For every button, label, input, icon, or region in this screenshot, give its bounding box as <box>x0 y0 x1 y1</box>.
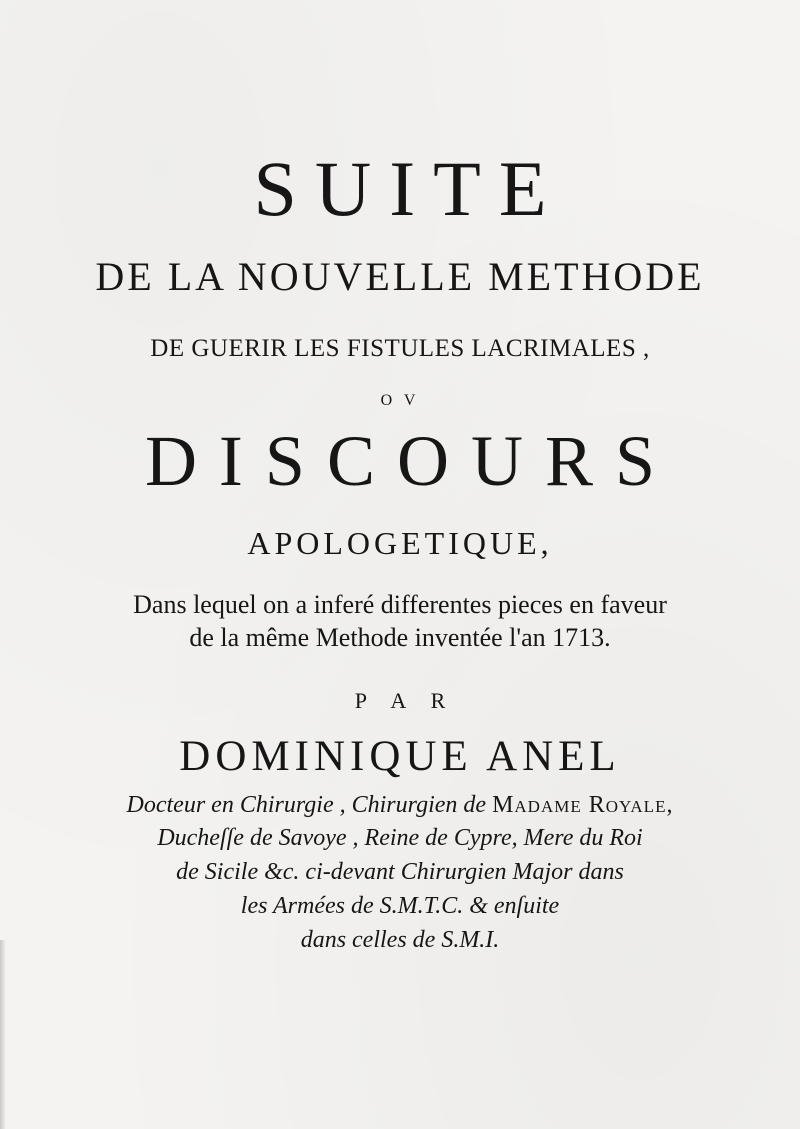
credentials-line-1 <box>0 793 800 817</box>
credentials-line-3: de Sicile &c. ci-devant Chirurgien Major dans <box>176 859 624 885</box>
credentials-line-5: dans celles de S.M.I. <box>300 927 500 953</box>
credentials-line-1-prefix: Docteur en Chirurgie , Chirurgien de <box>126 792 487 818</box>
alternate-title-2: APOLOGETIQUE, <box>247 525 553 561</box>
subtitle-line-1: DE LA NOUVELLE METHODE <box>95 254 705 299</box>
credentials-line-1-smallcaps: Madame Royale, <box>492 792 674 818</box>
author-name: DOMINIQUE ANEL <box>179 733 621 780</box>
alternate-title: DISCOURS <box>144 421 678 501</box>
credentials-line-2: Ducheſſe de Savoye , Reine de Cypre, Mere du Roi <box>157 825 643 851</box>
subtitle-line-2: DE GUERIR LES FISTULES LACRIMALES , <box>150 335 650 362</box>
description-line-1: Dans lequel on a inferé differentes pieces en faveur <box>133 590 667 619</box>
binding-shadow <box>0 940 6 1129</box>
credentials-line-4: les Armées de S.M.T.C. & enſuite <box>240 893 560 919</box>
main-title: SUITE <box>253 145 565 232</box>
description-line-2: de la même Methode inventée l'an 1713. <box>189 623 611 652</box>
by-label: P A R <box>354 688 456 713</box>
connector-ou: O V <box>380 392 420 409</box>
